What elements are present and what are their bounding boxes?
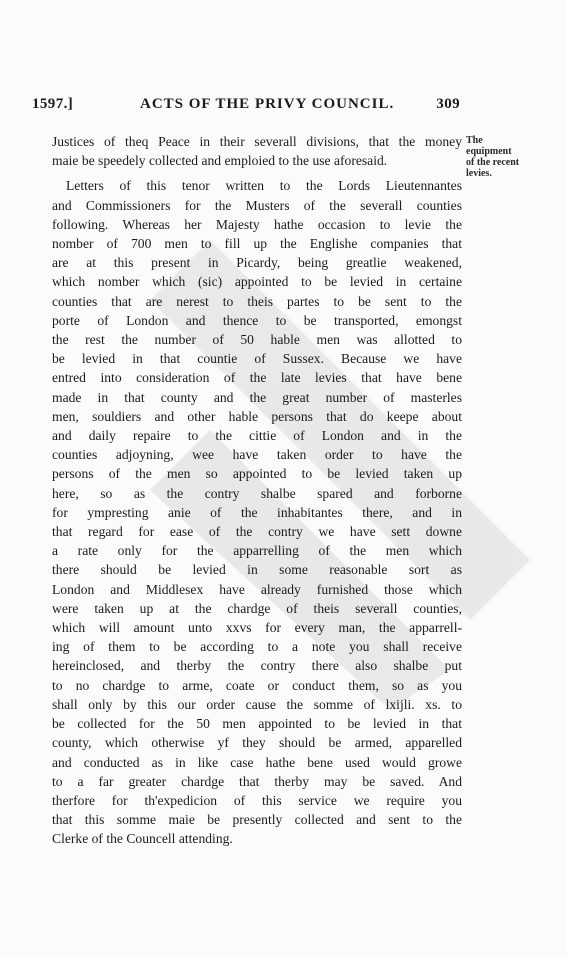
text-line: persons of the men so appointed to be levied taken up [52, 466, 462, 482]
text-line: are at this present in Picardy, being greatlie weakened, [52, 255, 462, 271]
text-line: a rate only for the apparrelling of the men which [52, 543, 462, 559]
margin-note-line: levies. [466, 168, 492, 179]
text-line: and daily repaire to the cittie of London and in the [52, 428, 462, 444]
text-line: that regard for ease of the contry we have sett downe [52, 524, 462, 540]
margin-note-line: of the recent [466, 157, 520, 168]
text-line: made in that county and the great number of masterles [52, 389, 462, 405]
paragraph-1 [52, 132, 462, 170]
text-line: that this somme maie be presently collected and sent to the [52, 812, 462, 828]
text-line: Justices of theq Peace in their severall divisions, that the money [52, 134, 462, 149]
margin-note-line: equipment [466, 146, 512, 157]
text-line: maie be speedely collected and emploied to the use aforesaid. [52, 153, 388, 169]
margin-note-line: The [466, 135, 483, 146]
text-line: county, which otherwise yf they should be armed, apparelled [52, 735, 462, 751]
text-line: be levied in that countie of Sussex. Because we have [52, 351, 462, 367]
text-line: porte of London and thence to be transported, emongst [52, 312, 462, 328]
text-line: there should be levied in some reasonable sort as [52, 562, 462, 578]
text-line: entred into consideration of the late levies that have bene [52, 370, 462, 386]
margin-note [466, 135, 536, 179]
text-line: ing of them to be according to a note you shall receive [52, 639, 462, 655]
text-line: Letters of this tenor written to the Lords Lieutennantes [66, 178, 462, 194]
header-year: 1597.] [32, 96, 74, 112]
text-line: Clerke of the Councell attending. [52, 831, 233, 847]
text-line: counties that are nerest to theis partes to be sent to the [52, 293, 462, 309]
text-line: and Commissioners for the Musters of the severall counties [52, 197, 462, 213]
text-line: men, souldiers and other hable persons that do keepe about [52, 408, 462, 424]
text-line: be collected for the 50 men appointed to be levied in that [52, 716, 462, 732]
text-line: which nomber which (sic) appointed to be levied in certaine [52, 274, 462, 290]
text-line: hereinclosed, and therby the contry there also shalbe put [52, 658, 462, 674]
text-line: shall only by this our order cause the somme of lxijli. xs. to [52, 696, 462, 712]
page-number: 309 [436, 96, 460, 112]
text-line: the rest the number of 50 hable men was allotted to [52, 332, 462, 348]
running-header [32, 96, 460, 118]
paragraph-2 [52, 176, 462, 848]
text-line: nomber of 700 men to fill up the Englishe companies that [52, 236, 462, 252]
text-line: therfore for th'expedicion of this service we require you [52, 792, 462, 808]
text-line: to a far greater chardge that therby may be saved. And [52, 773, 462, 789]
text-line: which will amount unto xxvs for every man, the apparrell- [52, 620, 462, 636]
text-line: and conducted as in like case hathe bene used would growe [52, 754, 462, 770]
text-line: to no chardge to arme, coate or conduct them, so as you [52, 677, 462, 693]
text-line: counties adjoyning, wee have taken order to have the [52, 447, 462, 463]
text-line: following. Whereas her Majesty hathe occasion to levie the [52, 216, 462, 232]
header-title: ACTS OF THE PRIVY COUNCIL. [140, 96, 395, 112]
body-text [52, 132, 462, 849]
text-line: were taken up at the chardge of theis severall counties, [52, 600, 462, 616]
text-line: London and Middlesex have already furnished those which [52, 581, 462, 597]
text-line: for ympresting anie of the inhabitantes there, and in [52, 504, 462, 520]
text-line: here, so as the contry shalbe spared and forborne [52, 485, 462, 501]
